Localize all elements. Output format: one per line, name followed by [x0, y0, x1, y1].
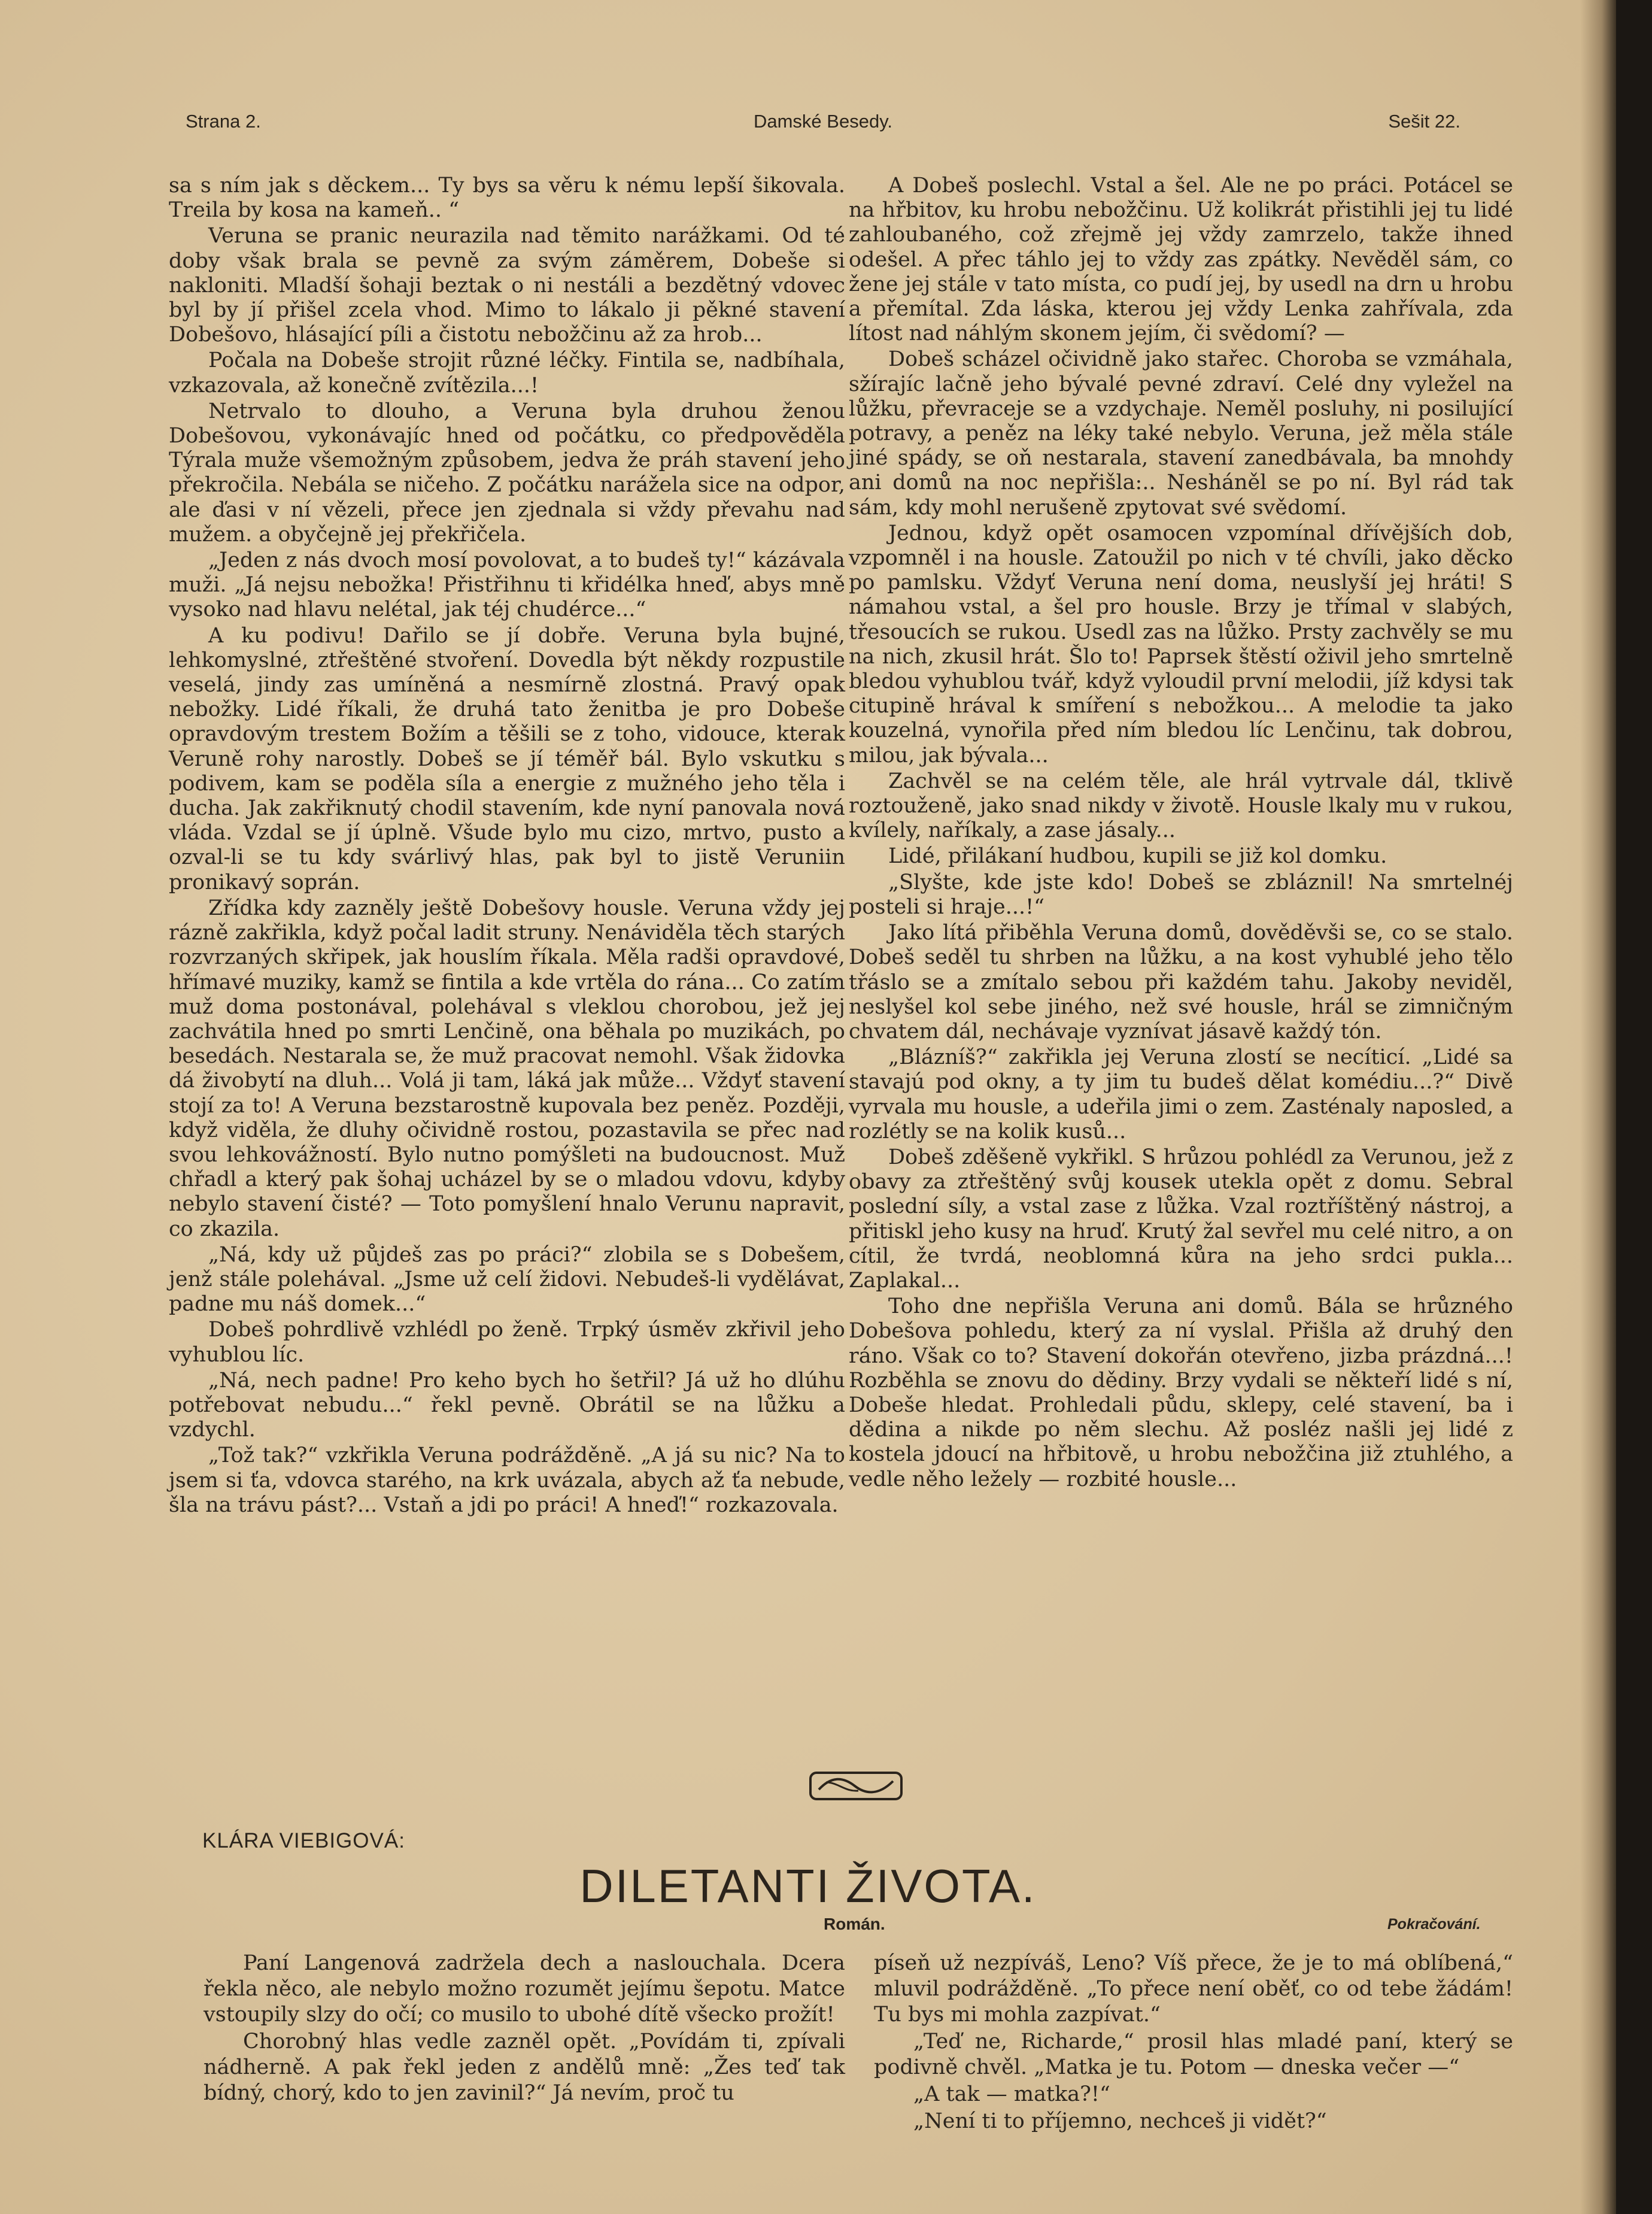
left-column	[169, 174, 845, 1519]
paragraph: Chorobný hlas vedle zazněl opět. „Povídám ti, zpívali nádherně. A pak řekl jeden z andělů mně: „Žes teď tak bídný, chorý, kdo to jen zavinil?“ Já nevím, proč tu	[204, 2030, 845, 2105]
paragraph: Dobeš scházel očividně jako stařec. Choroba se vzmáhala, sžírajíc lačně jeho bývalé pevné zdraví. Celé dny vyležel na lůžku, převraceje se a vzdychaje. Neměl posluhy, ni posilující potravy, a peněz na léky také nebylo. Veruna, jež měla stále jiné spády, se oň nestarala, stavení zanedbávala, ba mnohdy ani domů na noc nepřišla:.. Nesháněl se po ní. Byl rád tak sám, kdy mohl nerušeně zpytovat své svědomí.	[849, 347, 1513, 520]
paragraph: Počala na Dobeše strojit různé léčky. Fintila se, nadbíhala, vzkazovala, až konečně zvítězila...!	[169, 348, 845, 398]
paragraph: Toho dne nepřišla Veruna ani domů. Bála se hrůzného Dobešova pohledu, který za ní vyslal. Přišla až druhý den ráno. Však co to? Stavení dokořán otevřeno, jizba prázdná...! Rozběhla se znovu do dědiny. Brzy vydali se někteří lidé s ní, Dobeše hledat. Prohledali půdu, sklepy, celé stavení, ba i dědina a nikde po něm slechu. Až posléz našli jej lidé z kostela jdoucí na hřbitově, u hrobu nebožčina již ztuhlého, a vedle něho ležely — rozbité housle...	[849, 1294, 1513, 1491]
continued-label: Pokračování.	[1387, 1916, 1481, 1933]
magazine-title: Damské Besedy.	[753, 111, 892, 132]
paragraph: „Blázníš?“ zakřikla jej Veruna zlostí se necíticí. „Lidé sa stavajú pod okny, a ty jim tu budeš dělat komédiu...?“ Divě vyrvala mu housle, a udeřila jimi o zem. Zasténaly naposled, a rozlétly se na kolik kusů...	[849, 1045, 1513, 1144]
paragraph: Paní Langenová zadržela dech a naslouchala. Dcera řekla něco, ale nebylo možno rozumět jejímu šepotu. Matce vstoupily slzy do očí; co musilo to ubohé dítě všecko prožít!	[204, 1951, 845, 2027]
paragraph: Jako lítá přiběhla Veruna domů, dověděvši se, co se stalo. Dobeš seděl tu shrben na lůžku, a na kost vyhublé jeho tělo třáslo se a zmítalo sebou při každém tahu. Jakoby neviděl, neslyšel kol sebe jiného, než své housle, hrál se zimničným chvatem dál, nechávaje vyznívat jásavě každý tón.	[849, 921, 1513, 1044]
scroll-ornament-icon	[808, 1769, 904, 1803]
story-right-column	[874, 1951, 1513, 2136]
paragraph: „Ná, nech padne! Pro keho bych ho šetřil? Já už ho dlúhu potřebovat nebudu...“ řekl pevně. Obrátil se na lůžku a vzdychl.	[169, 1368, 845, 1442]
paragraph: Veruna se pranic neurazila nad těmito narážkami. Od té doby však brala se pevně za svým záměrem, Dobeše si nakloniti. Mladší šohaji beztak o ni nestáli a bezdětný vdovec byl by jí přišel zcela vhod. Mimo to lákalo ji pěkné stavení Dobešovo, hlásající píli a čistotu nebožčinu až za hrob...	[169, 224, 845, 347]
paragraph: „Jeden z nás dvoch mosí povolovat, a to budeš ty!“ kázávala muži. „Já nejsu nebožka! Přistřihnu ti křidélka hneď, abys mně vysoko nad hlavu nelétal, jak téj chudérce...“	[169, 548, 845, 622]
paragraph: „Tož tak?“ vzkřikla Veruna podrážděně. „A já su nic? Na to jsem si ťa, vdovca starého, na krk uvázala, abych až ťa nebude, šla na trávu pást?... Vstaň a jdi po práci! A hneď!“ rozkazovala.	[169, 1443, 845, 1517]
paragraph: píseň už nezpíváš, Leno? Víš přece, že je to má oblíbená,“ mluvil podrážděně. „To přece není oběť, co od tebe žádám! Tu bys mi mohla zazpívat.“	[874, 1951, 1513, 2027]
paragraph: „Slyšte, kde jste kdo! Dobeš se zbláznil! Na smrtelnéj posteli si hraje...!“	[849, 870, 1513, 919]
paragraph: A ku podivu! Dařilo se jí dobře. Veruna byla bujné, lehkomyslné, ztřeštěné stvoření. Dovedla být někdy rozpustile veselá, jindy zas umíněná a nesmírně zlostná. Pravý opak nebožky. Lidé říkali, že druhá tato ženitba je pro Dobeše opravdovým trestem Božím a těšili se z toho, vidouce, kterak Veruně rohy narostly. Dobeš se jí téměř bál. Bylo vskutku s podivem, kam se poděla síla a energie z mužného jeho těla i ducha. Jak zakřiknutý chodil stavením, kde nyní panovala nová vláda. Vzdal se jí úplně. Všude bylo mu cizo, mrtvo, pusto a ozval-li se tu kdy svárlivý hlas, pak byl to jistě Veruniin pronikavý soprán.	[169, 623, 845, 894]
story-left-column	[204, 1951, 845, 2107]
paragraph: „Ná, kdy už půjdeš zas po práci?“ zlobila se s Dobešem, jenž stále polehával. „Jsme už celí židovi. Nebudeš-li vydělávat, padne mu náš domek...“	[169, 1242, 845, 1317]
paragraph: Zřídka kdy zazněly ještě Dobešovy housle. Veruna vždy jej rázně zakřikla, když počal ladit struny. Nenáviděla těch starých rozvrzaných skřipek, jak houslím říkala. Měla radši opravdové, hřímavé muziky, kamž se fintila a kde vrtěla do rána... Co zatím muž doma postonával, polehával s vleklou chorobou, jež jej zachvátila hned po smrti Lenčině, ona běhala po muzikách, po besedách. Nestarala se, že muž pracovat nemohl. Však židovka dá živobytí na dluh... Volá ji tam, láká jak může... Vždyť stavení stojí za to! A Veruna bezstarostně kupovala bez peněz. Později, když viděla, že dluhy očividně rostou, pozastavila se přec nad svou lehkovážností. Bylo nutno pomýšleti na budoucnost. Muž chřadl a který pak šohaj ucházel by se o mladou vdovu, kdyby nebylo stavení čisté? — Toto pomyšlení hnalo Verunu napravit, co zkazila.	[169, 896, 845, 1241]
running-header	[186, 111, 1460, 141]
paragraph: Dobeš pohrdlivě vzhlédl po ženě. Trpký úsměv zkřivil jeho vyhublou líc.	[169, 1318, 845, 1367]
paragraph: Dobeš zděšeně vykřikl. S hrůzou pohlédl za Verunou, jež z obavy za ztřeštěný svůj kousek utekla opět z domu. Sebral poslední síly, a vstal zase z lůžka. Vzal roztříštěný nástroj, a přitiskl jeho kusy na hruď. Krutý žal sevřel mu celé nitro, a on cítil, že tvrdá, neoblomná kůra na jeho srdci pukla... Zaplakal...	[849, 1145, 1513, 1293]
story-genre: Román.	[824, 1915, 885, 1933]
paragraph: Zachvěl se na celém těle, ale hrál vytrvale dál, tklivě roztouženě, jako snad nikdy v životě. Housle lkaly mu v rukou, kvílely, naříkaly, a zase jásaly...	[849, 769, 1513, 843]
paragraph: sa s ním jak s děckem... Ty bys sa věru k nému lepší šikovala. Treila by kosa na kameň.. “	[169, 174, 845, 223]
paragraph: Lidé, přilákaní hudbou, kupili se již kol domku.	[888, 844, 1387, 869]
story-title: DILETANTI ŽIVOTA.	[579, 1860, 1037, 1912]
right-column	[849, 174, 1513, 1493]
page-number: Strana 2.	[186, 111, 261, 132]
paragraph: Jednou, když opět osamocen vzpomínal dřívějších dob, vzpomněl i na housle. Zatoužil po nich v té chvíli, jako děcko po pamlsku. Vždyť Veruna není doma, neuslyší jej hráti! S námahou vstal, a šel pro housle. Brzy je třímal v slabých, třesoucích se rukou. Usedl zas na lůžko. Prsty zachvěly se mu na nich, zkusil hrát. Šlo to! Paprsek štěstí oživil jeho smrtelně bledou vyhublou tvář, když vyloudil první melodii, jíž kdysi tak citupině hrával k smíření s nebožkou... A melodie ta jako kouzelná, vynořila před ním bledou líc Lenčinu, tak dobrou, milou, jak bývala...	[849, 521, 1513, 768]
paragraph: A Dobeš poslechl. Vstal a šel. Ale ne po práci. Potácel se na hřbitov, ku hrobu nebožčinu. Už kolikrát přistihli jej tu lidé zahloubaného, což zřejmě jej vždy zamrzelo, takže ihned odešel. A přec táhlo jej to vždy zas zpátky. Nevěděl sám, co žene jej stále v tato místa, co pudí jej, by usedl na drn u hrobu a přemítal. Zda láska, kterou jej vždy Lenka zahřívala, zda lítost nad náhlým skonem jejím, či svědomí? —	[849, 174, 1513, 346]
paragraph: Netrvalo to dlouho, a Veruna byla druhou ženou Dobešovou, vykonávajíc hned od počátku, co předpověděla Týrala muže všemožným způsobem, jedva že práh stavení jeho překročila. Nebála se ničeho. Z počátku narážela sice na odpor, ale ďasi v ní vězeli, přece jen zjednala si vždy převahu nad mužem. a obyčejně jej překřičela.	[169, 399, 845, 547]
paragraph: „Není ti to příjemno, nechceš ji vidět?“	[913, 2109, 1327, 2133]
paragraph: „Teď ne, Richarde,“ prosil hlas mladé paní, který se podivně chvěl. „Matka je tu. Potom — dneska večer —“	[874, 2030, 1513, 2079]
story-author: KLÁRA VIEBIGOVÁ:	[202, 1829, 405, 1852]
issue-number: Sešit 22.	[1388, 111, 1460, 132]
paragraph: „A tak — matka?!“	[913, 2082, 1110, 2106]
